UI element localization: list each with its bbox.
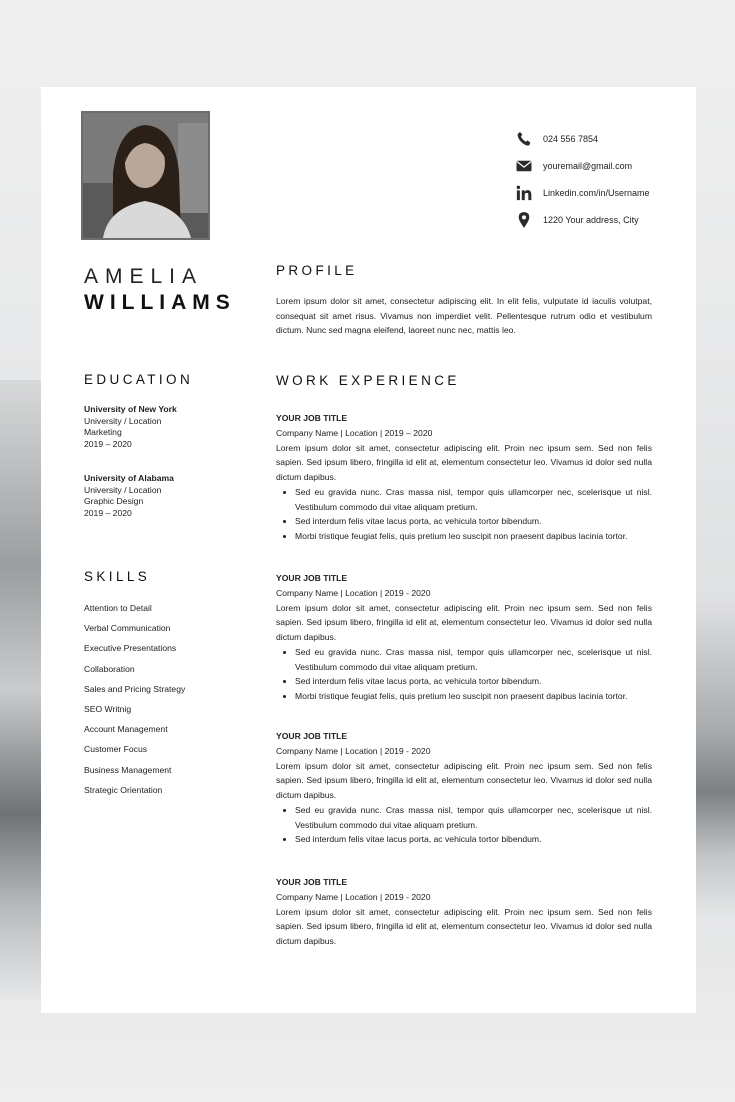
skill-item: Attention to Detail: [84, 603, 152, 613]
education-field: Graphic Design: [84, 496, 144, 506]
job-entry: [276, 571, 652, 704]
job-description: Lorem ipsum dolor sit amet, consectetur adipiscing elit. Proin nec ipsum sem. Sed non felis sapien. Sed ipsum libero, fringilla id elit at, elementum consectetur leo. Vivamus id dolor sed nulla dictum dapibus.: [276, 906, 652, 947]
contact-address-text: 1220 Your address, City: [543, 215, 639, 225]
profile-heading: PROFILE: [276, 263, 358, 278]
job-meta: Company Name | Location | 2019 - 2020: [276, 746, 431, 756]
job-bullet: • Sed eu gravida nunc. Cras massa nisl, tempor quis ullamcorper nec, scelerisque ut nisl. Vestibulum commodo dui vitae aliquam pretium.: [295, 645, 652, 674]
education-item: [84, 404, 177, 450]
job-bullet: • Morbi tristique feugiat felis, quis pretium leo suscipit non praesent dapibus lacinia tortor.: [295, 529, 652, 544]
job-bullet: • Sed interdum felis vitae lacus porta, ac vehicula tortor bibendum.: [295, 674, 652, 689]
contact-phone-text: 024 556 7854: [543, 134, 599, 144]
skills-list: [84, 603, 185, 805]
contact-linkedin-text: Linkedin.com/in/Username: [543, 188, 650, 198]
contact-email-text: youremail@gmail.com: [543, 161, 633, 171]
job-title: YOUR JOB TITLE: [276, 573, 348, 583]
education-school: University of Alabama: [84, 473, 174, 483]
location-pin-icon: [515, 211, 533, 229]
job-bullets: [276, 485, 652, 544]
job-meta: Company Name | Location | 2019 - 2020: [276, 892, 431, 902]
profile-text: Lorem ipsum dolor sit amet, consectetur adipiscing elit. In elit felis, vulputate id iaculis volutpat, consequat sit amet risus. Vivamus non imperdiet velit. Pellentesque rutrum odio et vestibulum dictum. Nunc sed magna eleifend, laoreet nunc nec, mattis leo.: [276, 296, 652, 336]
job-bullet: • Sed interdum felis vitae lacus porta, ac vehicula tortor bibendum.: [295, 832, 652, 847]
skill-item: Account Management: [84, 724, 168, 735]
education-location: University / Location: [84, 484, 162, 495]
education-field: Marketing: [84, 427, 122, 437]
job-meta: Company Name | Location | 2019 – 2020: [276, 428, 433, 438]
education-years: 2019 – 2020: [84, 438, 132, 449]
job-entry: [276, 729, 652, 847]
job-description: Lorem ipsum dolor sit amet, consectetur adipiscing elit. Proin nec ipsum sem. Sed non felis sapien. Sed ipsum libero, fringilla id elit at, elementum consectetur leo. Vivamus id dolor sed nulla dictum dapibus.: [276, 760, 652, 801]
last-name: WILLIAMS: [84, 291, 236, 314]
work-experience-heading: WORK EXPERIENCE: [276, 373, 460, 388]
job-bullets: [276, 803, 652, 847]
job-title: YOUR JOB TITLE: [276, 731, 348, 741]
skills-heading: SKILLS: [84, 569, 151, 584]
skill-item: SEO Writnig: [84, 703, 132, 714]
job-description: Lorem ipsum dolor sit amet, consectetur adipiscing elit. Proin nec ipsum sem. Sed non felis sapien. Sed ipsum libero, fringilla id elit at, elementum consectetur leo. Vivamus id dolor sed nulla dictum dapibus.: [276, 442, 652, 483]
resume-sheet: [41, 87, 696, 1013]
job-entry: [276, 411, 652, 544]
envelope-icon: [515, 157, 533, 175]
job-title: YOUR JOB TITLE: [276, 413, 348, 423]
skill-item: Customer Focus: [84, 744, 148, 755]
first-name: AMELIA: [84, 265, 204, 288]
skill-item: Executive Presentations: [84, 643, 177, 654]
linkedin-icon: [515, 184, 533, 202]
job-title: YOUR JOB TITLE: [276, 877, 348, 887]
phone-icon: [515, 130, 533, 148]
education-heading: EDUCATION: [84, 372, 194, 387]
education-item: [84, 473, 174, 519]
skill-item: Strategic Orientation: [84, 784, 163, 795]
job-entry: [276, 875, 652, 949]
skill-item: Collaboration: [84, 663, 135, 674]
job-bullet: • Morbi tristique feugiat felis, quis pretium leo suscipit non praesent dapibus lacinia tortor.: [295, 689, 652, 704]
skill-item: Sales and Pricing Strategy: [84, 683, 186, 694]
skill-item: Business Management: [84, 764, 172, 775]
job-bullet: • Sed interdum felis vitae lacus porta, ac vehicula tortor bibendum.: [295, 514, 652, 529]
profile-photo: [81, 111, 210, 240]
job-meta: Company Name | Location | 2019 - 2020: [276, 588, 431, 598]
education-years: 2019 – 2020: [84, 507, 132, 518]
job-bullet: • Sed eu gravida nunc. Cras massa nisl, tempor quis ullamcorper nec, scelerisque ut nisl. Vestibulum commodo dui vitae aliquam pretium.: [295, 485, 652, 514]
education-location: University / Location: [84, 415, 162, 426]
job-bullet: • Sed eu gravida nunc. Cras massa nisl, tempor quis ullamcorper nec, scelerisque ut nisl. Vestibulum commodo dui vitae aliquam pretium.: [295, 803, 652, 832]
education-school: University of New York: [84, 404, 177, 414]
job-description: Lorem ipsum dolor sit amet, consectetur adipiscing elit. Proin nec ipsum sem. Sed non felis sapien. Sed ipsum libero, fringilla id elit at, elementum consectetur leo. Vivamus id dolor sed nulla dictum dapibus.: [276, 602, 652, 643]
job-bullets: [276, 645, 652, 704]
skill-item: Verbal Communication: [84, 623, 171, 634]
